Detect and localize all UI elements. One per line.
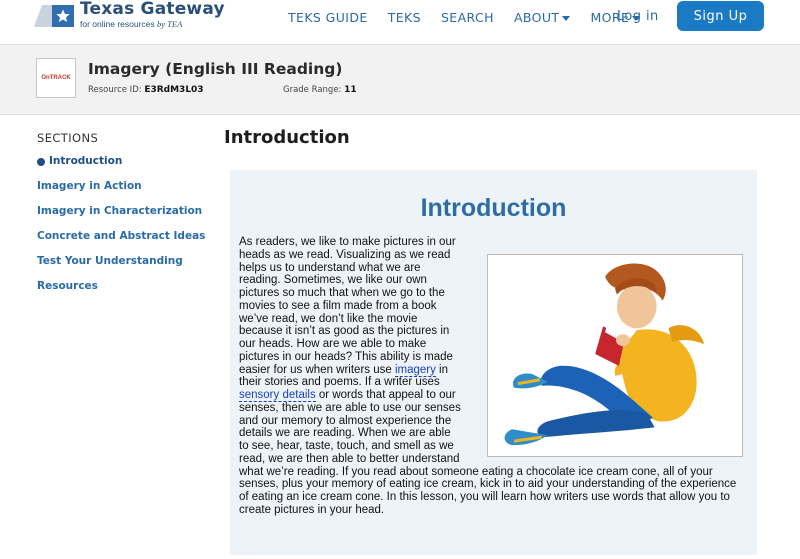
sidebar-item-introduction[interactable]: Introduction: [37, 155, 205, 180]
sidebar-item-imagery-in-action[interactable]: Imagery in Action: [37, 180, 142, 192]
star-logo-icon: [38, 1, 76, 29]
logo-subtitle: for online resources by TEA: [80, 19, 183, 29]
intro-paragraph: As readers, we like to make pictures in our heads as we read. Visualizing as we read helps us to understand what we are reading. Sometimes, we like our own pictures so much that when we go to the movies to see a film made from a book we’ve read, we don’t like the movie because it isn’t as good as the pictures in our heads. How are we able to make pictures in our heads? This ability is made easier for us when writers use imagery in their stories and poems. If a writer uses sensory details or words that appeal to our senses, then we are able to use our senses and our memory to almost experience the details we are reading. When we are able to see, hear, taste, touch, and smell as we read, we are then able to better understand what we’re reading. If you read about someone eating a chocolate ice cream cone, all of your senses, plus your memory of eating ice cream, kick in to aid your understanding of the experience of eating an ice cream cone. In this lesson, you will learn how writers use words that allow you to create pictures in your head.: [239, 236, 743, 517]
signup-button[interactable]: Sign Up: [677, 1, 764, 31]
sensory-details-link[interactable]: sensory details: [239, 389, 316, 401]
lesson-content: [230, 170, 757, 555]
sidebar-item-imagery-in-characterization[interactable]: Imagery in Characterization: [37, 205, 203, 217]
imagery-link[interactable]: imagery: [394, 363, 436, 376]
sections-heading: SECTIONS: [37, 131, 99, 145]
resource-title: Imagery (English III Reading): [88, 60, 343, 78]
nav-item-more[interactable]: MORE: [590, 10, 640, 25]
sidebar-item-test-your-understanding[interactable]: Test Your Understanding: [37, 255, 183, 267]
logo-title: Texas Gateway: [80, 0, 225, 19]
resource-id: Resource ID: E3RdM3L03: [88, 85, 204, 95]
main-nav: [288, 10, 660, 25]
sections-sidebar: [37, 155, 205, 305]
caret-down-icon: [562, 16, 570, 21]
nav-item-about[interactable]: ABOUT: [514, 10, 571, 25]
nav-item-teks[interactable]: TEKS: [387, 10, 421, 25]
boy-reading-image: [488, 255, 742, 456]
page-title: Introduction: [224, 127, 350, 148]
active-bullet-icon: [37, 158, 45, 166]
resource-thumbnail: OnTRACK: [36, 58, 76, 98]
nav-item-teks-guide[interactable]: TEKS GUIDE: [288, 10, 368, 25]
top-navigation-bar: [0, 0, 800, 45]
login-link[interactable]: Log in: [617, 9, 659, 24]
nav-item-search[interactable]: SEARCH: [440, 10, 494, 25]
content-title: Introduction: [420, 194, 567, 222]
sidebar-item-concrete-and-abstract-ideas[interactable]: Concrete and Abstract Ideas: [37, 230, 206, 242]
resource-header: [0, 45, 800, 115]
texas-gateway-logo[interactable]: [38, 1, 225, 31]
boy-reading-illustration: [487, 254, 743, 457]
sidebar-item-resources[interactable]: Resources: [37, 280, 98, 292]
grade-range: Grade Range: 11: [283, 85, 357, 95]
